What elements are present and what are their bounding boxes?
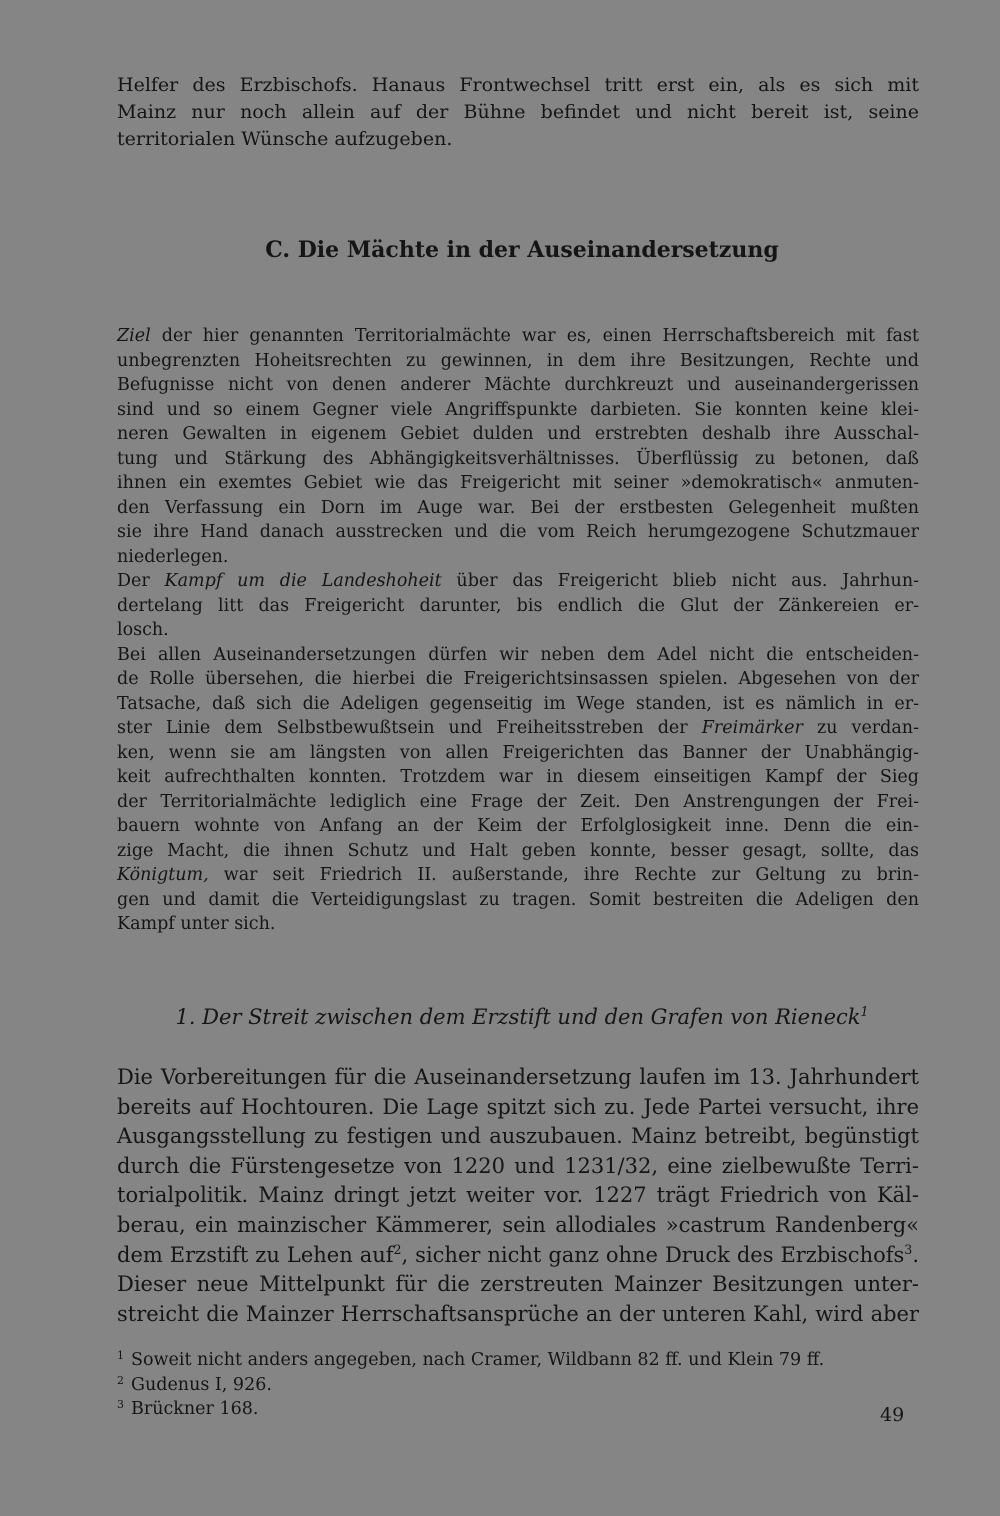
emphasis: Königtum,: [117, 865, 209, 885]
text-line: [117, 863, 919, 888]
footnote-text: Soweit nicht anders angegeben, nach Cramer, Wildbann 82 ff. und Klein 79 ff.: [131, 1350, 825, 1370]
text-line: streicht die Mainzer Herrschaftsansprüche an der unteren Kahl, wird aber: [117, 1301, 919, 1326]
subsection-title: 1. Der Streit zwischen dem Erzstift und den Grafen von Rieneck: [175, 1005, 861, 1029]
subsection-heading: [22, 1005, 1000, 1029]
footnote: [117, 1348, 919, 1373]
text-line: Die Vorbereitungen für die Auseinandersetzung laufen im 13. Jahrhundert: [117, 1065, 919, 1089]
text-span: über das Freigericht blieb nicht aus. Jahrhun-: [441, 571, 920, 591]
text-line: den Verfassung ein Dorn im Auge war. Bei der erstbesten Gelegenheit mußten: [117, 497, 919, 518]
text-line: [117, 324, 919, 349]
footnote-mark: 1: [117, 1349, 124, 1362]
text-line: niederlegen.: [117, 546, 229, 567]
text-line: bauern wohnte von Anfang an der Keim der Erfolglosigkeit inne. Denn die ein-: [117, 816, 919, 836]
page-number: 49: [880, 1404, 905, 1426]
footnote-text: Brückner 168.: [131, 1399, 259, 1419]
text-line: losch.: [117, 620, 169, 640]
emphasis: Ziel: [117, 326, 151, 346]
footnote-mark: 3: [117, 1398, 124, 1411]
text-line: Tatsache, daß sich die Adeligen gegenseitig im Wege standen, ist es nämlich in er-: [117, 693, 919, 714]
text-line: Bei allen Auseinandersetzungen dürfen wir neben dem Adel nicht die entscheiden-: [117, 644, 919, 665]
text-span: war seit Friedrich II. außerstande, ihre Rechte zur Geltung zu brin-: [208, 865, 919, 885]
text-line: Ausgangsstellung zu festigen und auszubauen. Mainz betreibt, begünstigt: [117, 1124, 919, 1149]
text-span: Der: [117, 571, 165, 591]
text-span: , sicher nicht ganz ohne Druck des Erzbischofs: [401, 1242, 905, 1267]
footnote: [117, 1373, 919, 1398]
text-line: torialpolitik. Mainz dringt jetzt weiter vor. 1227 trägt Friedrich von Käl-: [117, 1183, 919, 1208]
text-line: dertelang litt das Freigericht darunter, bis endlich die Glut der Zänkereien er-: [117, 595, 919, 616]
text-line: de Rolle übersehen, die hierbei die Freigerichtsinsassen spielen. Abgesehen von der: [117, 669, 919, 689]
footnote: [117, 1397, 919, 1422]
text-span: der hier genannten Territorialmächte war es, einen Herrschaftsbereich mit fast: [150, 326, 919, 346]
text-line: sind und so einem Gegner viele Angriffspunkte darbieten. Sie konnten keine klei-: [117, 399, 919, 420]
text-line: [117, 569, 919, 594]
text-line: unbegrenzten Hoheitsrechten zu gewinnen, in dem ihre Besitzungen, Rechte und: [117, 350, 919, 371]
text-span: .: [912, 1242, 919, 1267]
text-line: durch die Fürstengesetze von 1220 und 1231/32, eine zielbewußte Terri-: [117, 1153, 919, 1178]
text-line: sie ihre Hand danach ausstrecken und die vom Reich herumgezogene Schutzmauer: [117, 522, 919, 542]
emphasis: Kampf um die Landeshoheit: [164, 571, 442, 591]
text-line: territorialen Wünsche aufzugeben.: [117, 128, 453, 150]
footnotes: [117, 1348, 919, 1422]
emphasis: Freimärker: [701, 718, 803, 738]
text-line: Befugnisse nicht von denen anderer Mächte durchkreuzt und auseinandergerissen: [117, 375, 919, 395]
text-line: Helfer des Erzbischofs. Hanaus Frontwechsel tritt erst ein, als es sich mit: [117, 74, 919, 96]
text-line: bereits auf Hochtouren. Die Lage spitzt sich zu. Jede Partei versucht, ihre: [117, 1094, 919, 1119]
text-span: zu verdan-: [802, 718, 919, 738]
intro-paragraph: [117, 72, 919, 153]
text-line: gen und damit die Verteidigungslast zu tragen. Somit bestreiten die Adeligen den: [117, 889, 919, 910]
text-line: [117, 1241, 919, 1271]
text-line: Mainz nur noch allein auf der Bühne befindet und nicht bereit ist, seine: [117, 101, 919, 123]
footnote-ref: 3: [904, 1241, 913, 1257]
text-line: Kampf unter sich.: [117, 914, 276, 934]
text-line: zige Macht, die ihnen Schutz und Halt geben konnte, besser gesagt, sollte, das: [117, 840, 919, 861]
footnote-ref: 1: [860, 1004, 869, 1019]
footnote-mark: 2: [117, 1373, 124, 1387]
footnote-text: Gudenus I, 926.: [131, 1374, 272, 1395]
text-line: der Territorialmächte lediglich eine Frage der Zeit. Den Anstrengungen der Frei-: [117, 791, 919, 812]
paragraph-vorbereitungen: [117, 1063, 919, 1329]
text-span: ster Linie dem Selbstbewußtsein und Freiheitsstreben der: [117, 718, 702, 738]
text-line: neren Gewalten in eigenem Gebiet dulden und erstrebten deshalb ihre Ausschal-: [117, 424, 919, 444]
text-line: ken, wenn sie am längsten von allen Freigerichten das Banner der Unabhängig-: [117, 742, 919, 763]
paragraph-ziel: [117, 324, 919, 937]
text-line: tung und Stärkung des Abhängigkeitsverhältnisses. Überflüssig zu betonen, daß: [117, 448, 919, 469]
text-line: berau, ein mainzischer Kämmerer, sein allodiales »castrum Randenberg«: [117, 1212, 919, 1237]
text-line: Dieser neue Mittelpunkt für die zerstreuten Mainzer Besitzungen unter-: [117, 1272, 919, 1297]
footnote-ref: 2: [393, 1241, 402, 1257]
text-line: ihnen ein exemtes Gebiet wie das Freigericht mit seiner »demokratisch« anmuten-: [117, 473, 919, 493]
section-heading: C. Die Mächte in der Auseinandersetzung: [265, 237, 779, 263]
text-line: [117, 716, 919, 741]
text-span: dem Erzstift zu Lehen auf: [117, 1242, 394, 1267]
text-line: keit aufrechthalten konnten. Trotzdem war in diesem einseitigen Kampf der Sieg: [117, 767, 919, 787]
